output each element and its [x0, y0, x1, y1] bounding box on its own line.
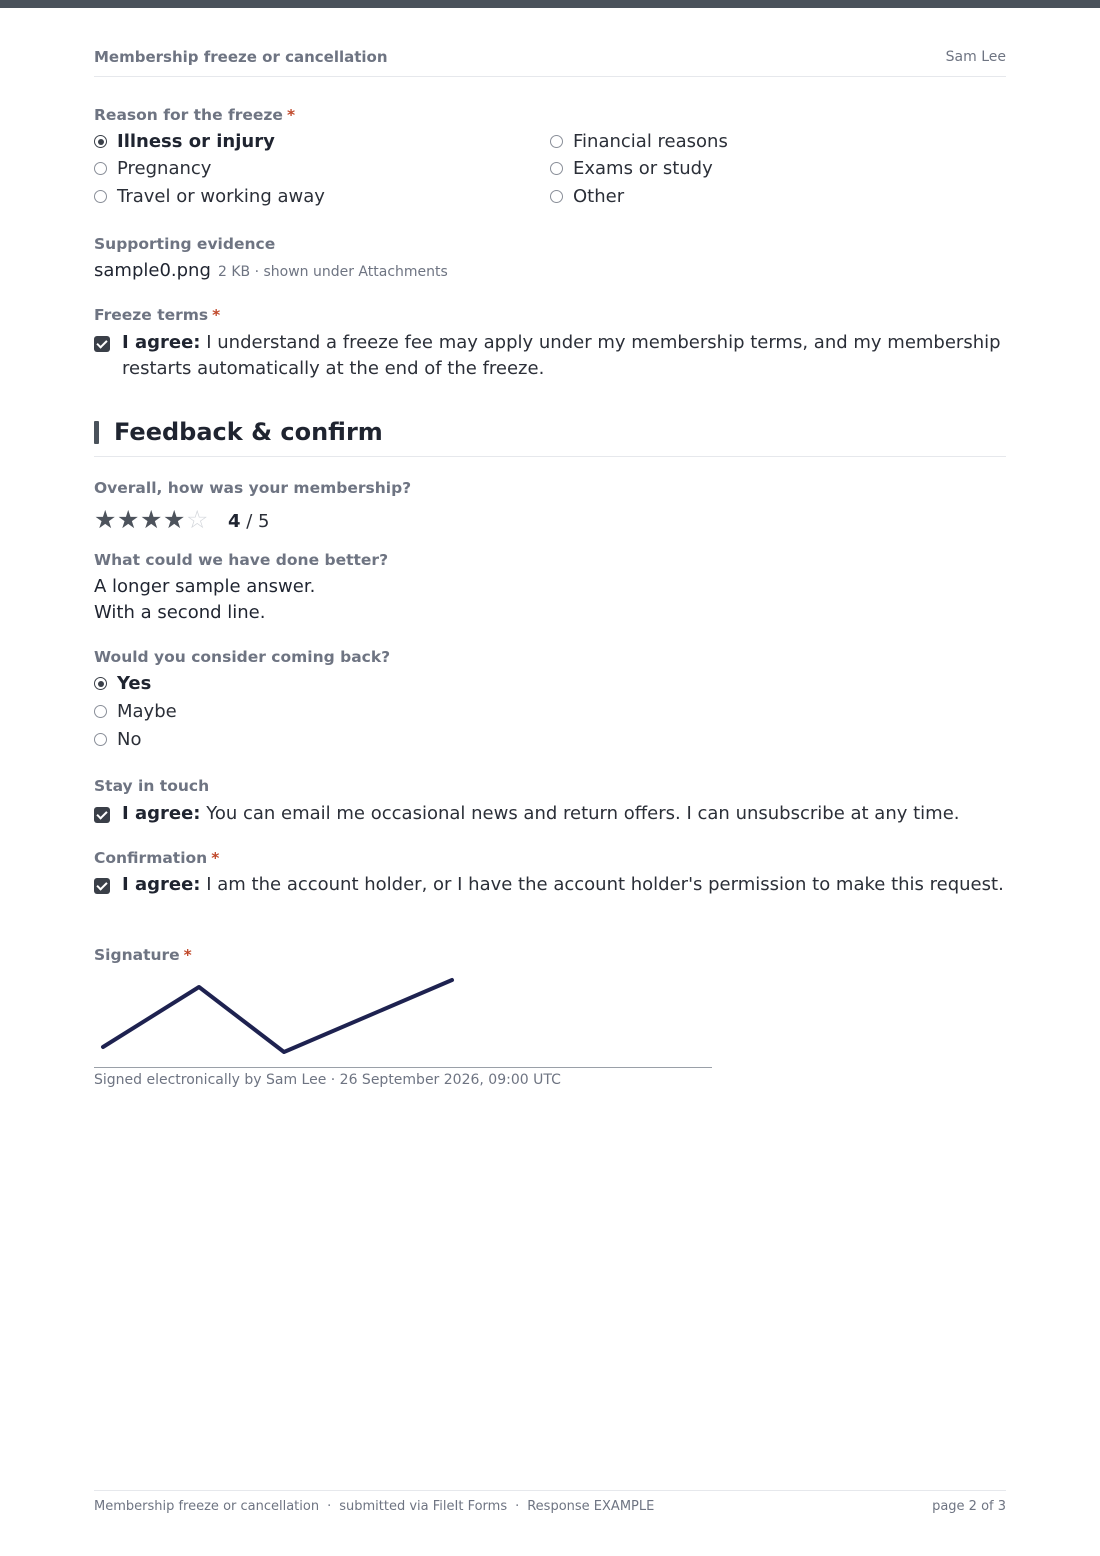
signature-label: Signature *: [94, 946, 192, 964]
freeze-terms-label: Freeze terms *: [94, 306, 221, 324]
come-back-label: Would you consider coming back?: [94, 648, 391, 666]
consent-text: [122, 801, 1006, 827]
option-label: Exams or study: [573, 158, 713, 179]
signature-pad[interactable]: [94, 968, 712, 1068]
checkbox-checked-icon[interactable]: [94, 336, 110, 352]
section-header: [94, 418, 1006, 457]
star-filled-icon[interactable]: ★: [117, 505, 140, 534]
option-label: Illness or injury: [117, 131, 275, 152]
confirmation-label: Confirmation *: [94, 849, 220, 867]
option-label: Other: [573, 186, 625, 207]
required-mark: *: [212, 306, 221, 324]
radio-icon: [94, 705, 107, 718]
consent-body: You can email me occasional news and return offers. I can unsubscribe at any time.: [206, 803, 960, 824]
agree-prefix: I agree:: [122, 874, 201, 895]
signature-caption: Signed electronically by Sam Lee · 26 September 2026, 09:00 UTC: [94, 1072, 561, 1088]
footer-response-id: Response EXAMPLE: [527, 1499, 655, 1514]
header-form-name: Membership freeze or cancellation: [94, 48, 388, 66]
supporting-evidence-label: Supporting evidence: [94, 235, 276, 253]
consent-text: [122, 330, 1006, 382]
attachment-file-name[interactable]: sample0.png: [94, 260, 211, 281]
come-back-option[interactable]: [94, 728, 141, 752]
consent-text: [122, 872, 1006, 898]
option-label: Financial reasons: [573, 131, 728, 152]
freeze-reason-option[interactable]: [94, 157, 211, 181]
star-filled-icon[interactable]: ★: [163, 505, 186, 534]
radio-icon: [94, 733, 107, 746]
freeze-reason-option[interactable]: [94, 130, 275, 154]
freeze-reason-label: Reason for the freeze *: [94, 106, 296, 124]
radio-icon: [94, 677, 107, 690]
footer-separator: ·: [515, 1499, 520, 1514]
footer-submitted-via: submitted via FileIt Forms: [339, 1499, 508, 1514]
overall-rating-label: Overall, how was your membership?: [94, 479, 412, 497]
rating-number: 4: [228, 511, 241, 532]
required-mark: *: [286, 106, 296, 124]
freeze-reason-option[interactable]: [550, 130, 728, 154]
attachment-meta: 2 KB · shown under Attachments: [217, 264, 448, 280]
radio-icon: [550, 162, 563, 175]
radio-icon: [550, 190, 563, 203]
header-respondent-name: Sam Lee: [945, 49, 1006, 65]
freeze-terms-consent: [94, 330, 1006, 382]
required-mark: *: [183, 946, 192, 964]
consent-body: I am the account holder, or I have the account holder's permission to make this request.: [206, 874, 1004, 895]
option-label: Pregnancy: [117, 158, 212, 179]
checkbox-checked-icon[interactable]: [94, 878, 110, 894]
agree-prefix: I agree:: [122, 803, 201, 824]
attachment-line: [94, 260, 448, 281]
checkbox-checked-icon[interactable]: [94, 807, 110, 823]
come-back-option[interactable]: [94, 700, 177, 724]
consent-body: I understand a freeze fee may apply under my membership terms, and my membership restarts automatically at the end of the freeze.: [122, 332, 1001, 379]
footer-page-number: page 2 of 3: [932, 1499, 1006, 1514]
top-accent-bar: [0, 0, 1100, 8]
footer-form-name: Membership freeze or cancellation: [94, 1499, 320, 1514]
radio-icon: [94, 162, 107, 175]
improvement-label: What could we have done better?: [94, 551, 389, 569]
page-footer: [94, 1490, 1006, 1517]
option-label: No: [117, 729, 142, 750]
running-header: [94, 48, 1006, 77]
radio-icon: [94, 135, 107, 148]
freeze-reason-option[interactable]: [550, 157, 713, 181]
radio-icon: [550, 135, 563, 148]
footer-separator: ·: [327, 1499, 332, 1514]
footer-meta: [94, 1499, 654, 1514]
option-label: Maybe: [117, 701, 177, 722]
rating-max: / 5: [246, 511, 270, 532]
star-filled-icon[interactable]: ★: [94, 505, 117, 534]
section-accent-bar: [94, 421, 99, 444]
option-label: Yes: [117, 673, 152, 694]
freeze-reason-option[interactable]: [550, 185, 624, 209]
option-label: Travel or working away: [117, 186, 325, 207]
improvement-answer: A longer sample answer. With a second line.: [94, 576, 316, 623]
confirmation-consent: [94, 872, 1006, 898]
star-empty-icon[interactable]: ☆: [186, 505, 209, 534]
signature-stroke: [103, 980, 452, 1052]
freeze-reason-option[interactable]: [94, 185, 325, 209]
stay-in-touch-label: Stay in touch: [94, 777, 210, 795]
signature-drawing: [94, 968, 712, 1067]
come-back-option[interactable]: [94, 672, 151, 696]
radio-icon: [94, 190, 107, 203]
required-mark: *: [211, 849, 220, 867]
rating-value: [228, 511, 270, 532]
stay-in-touch-consent: [94, 801, 1006, 827]
section-title: Feedback & confirm: [114, 418, 383, 446]
agree-prefix: I agree:: [122, 332, 201, 353]
star-filled-icon[interactable]: ★: [140, 505, 163, 534]
